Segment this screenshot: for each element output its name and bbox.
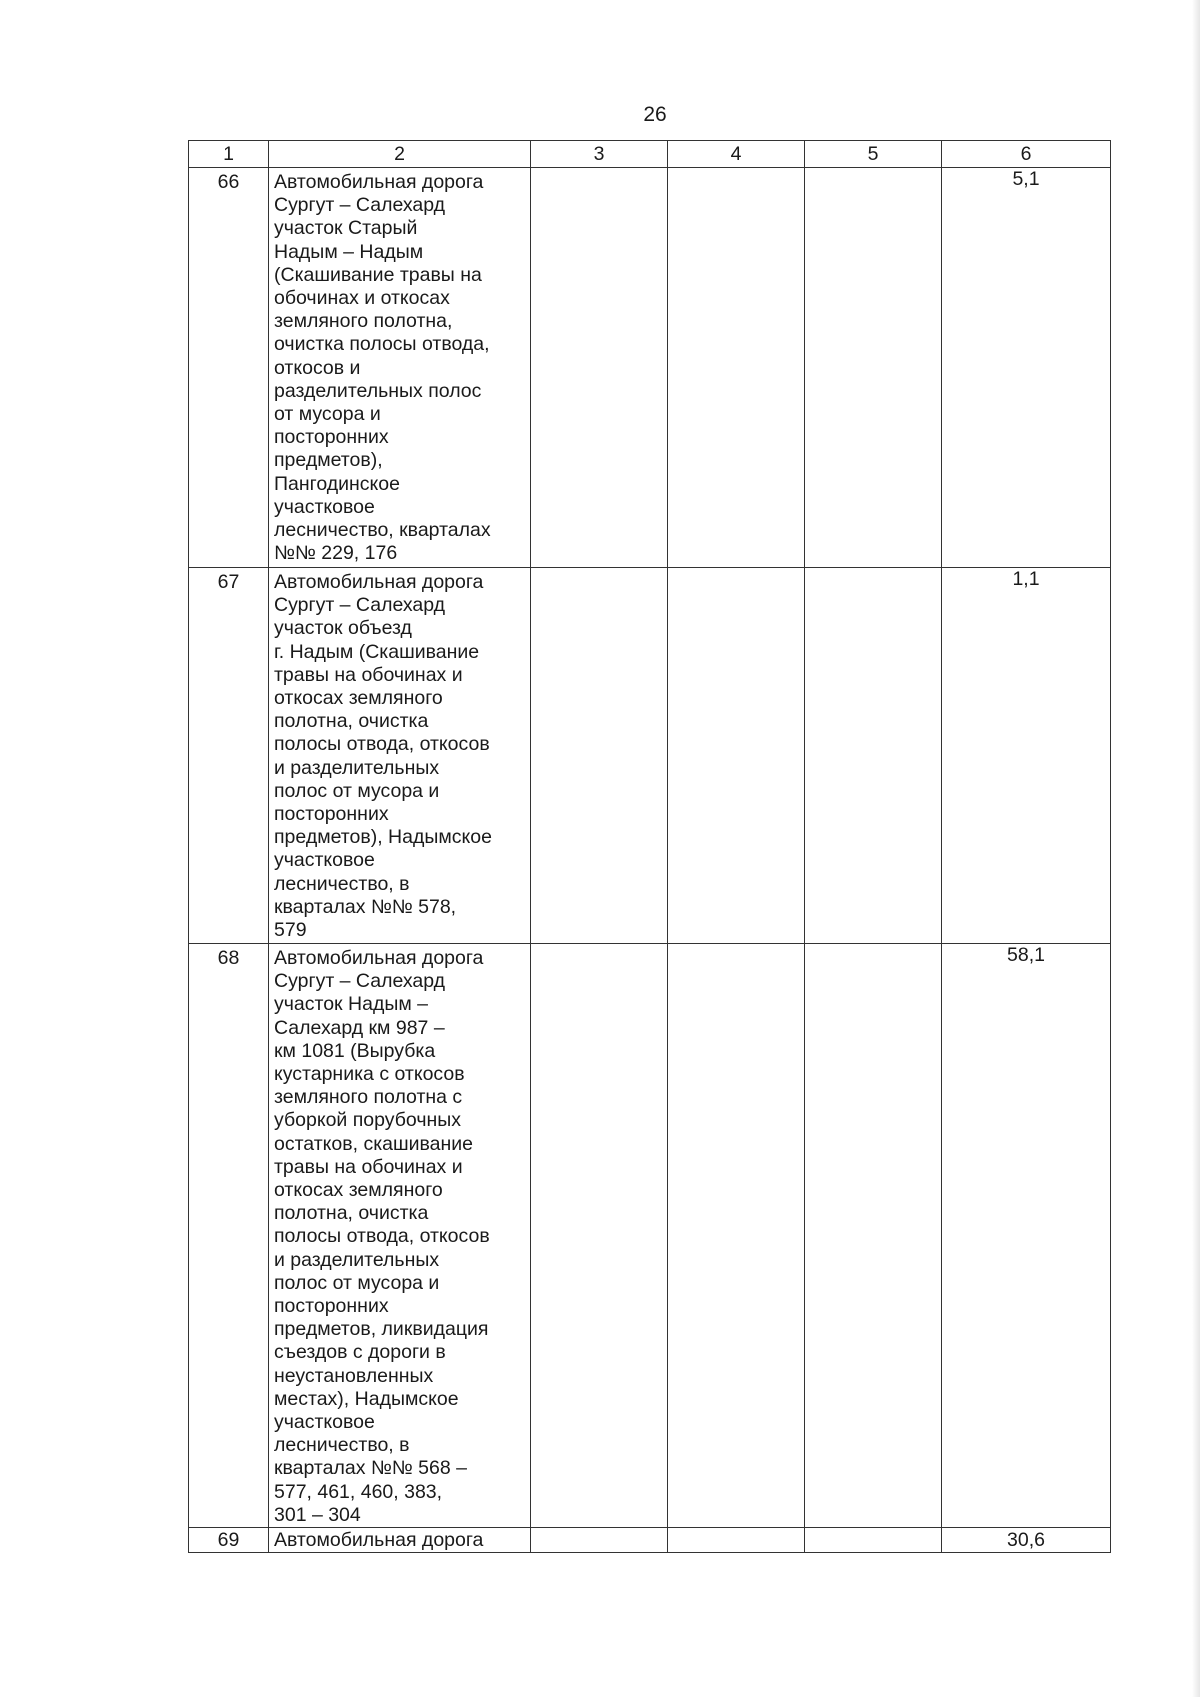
row-description: Автомобильная дорога bbox=[269, 1528, 531, 1553]
header-col-2: 2 bbox=[269, 141, 531, 168]
table-row bbox=[189, 568, 1111, 944]
data-table bbox=[188, 140, 1111, 1553]
header-col-5: 5 bbox=[805, 141, 942, 168]
row-col-4 bbox=[668, 944, 805, 1528]
row-value: 30,6 bbox=[942, 1528, 1111, 1553]
header-col-1: 1 bbox=[189, 141, 269, 168]
row-col-5 bbox=[805, 1528, 942, 1553]
table-row bbox=[189, 1528, 1111, 1553]
row-value: 58,1 bbox=[942, 944, 1111, 1528]
row-col-3 bbox=[531, 1528, 668, 1553]
table-row bbox=[189, 944, 1111, 1528]
row-col-4 bbox=[668, 1528, 805, 1553]
row-number: 67 bbox=[189, 568, 269, 944]
row-col-3 bbox=[531, 168, 668, 568]
header-col-6: 6 bbox=[942, 141, 1111, 168]
row-col-5 bbox=[805, 168, 942, 568]
header-col-3: 3 bbox=[531, 141, 668, 168]
row-description: Автомобильная дорога Сургут – Салехард участок Надым – Салехард км 987 – км 1081 (Вырубка кустарника с откосов земляного полотна с уборкой порубочных остатков, скашивание травы на обочинах и откосах земляного полотна, очистка полосы отвода, откосов и разделительных полос от мусора и посторонних предметов, ликвидация съездов с дороги в неустановленных местах), Надымское участковое лесничество, в кварталах №№ 568 – 577, 461, 460, 383, 301 – 304 bbox=[269, 944, 531, 1528]
row-description: Автомобильная дорога Сургут – Салехард участок объезд г. Надым (Скашивание травы на обочинах и откосах земляного полотна, очистка полосы отвода, откосов и разделительных полос от мусора и посторонних предметов), Надымское участковое лесничество, в кварталах №№ 578, 579 bbox=[269, 568, 531, 944]
row-description: Автомобильная дорога Сургут – Салехард участок Старый Надым – Надым (Скашивание травы на обочинах и откосах земляного полотна, очистка полосы отвода, откосов и разделительных полос от мусора и посторонних предметов), Пангодинское участковое лесничество, кварталах №№ 229, 176 bbox=[269, 168, 531, 568]
row-value: 5,1 bbox=[942, 168, 1111, 568]
page-number: 26 bbox=[643, 103, 667, 126]
row-number: 66 bbox=[189, 168, 269, 568]
table-header-row bbox=[189, 141, 1111, 168]
row-col-3 bbox=[531, 568, 668, 944]
table-row bbox=[189, 168, 1111, 568]
row-col-4 bbox=[668, 568, 805, 944]
scan-edge-shadow bbox=[1192, 0, 1200, 1697]
row-value: 1,1 bbox=[942, 568, 1111, 944]
row-number: 68 bbox=[189, 944, 269, 1528]
row-col-4 bbox=[668, 168, 805, 568]
row-number: 69 bbox=[189, 1528, 269, 1553]
row-col-3 bbox=[531, 944, 668, 1528]
header-col-4: 4 bbox=[668, 141, 805, 168]
row-col-5 bbox=[805, 568, 942, 944]
row-col-5 bbox=[805, 944, 942, 1528]
